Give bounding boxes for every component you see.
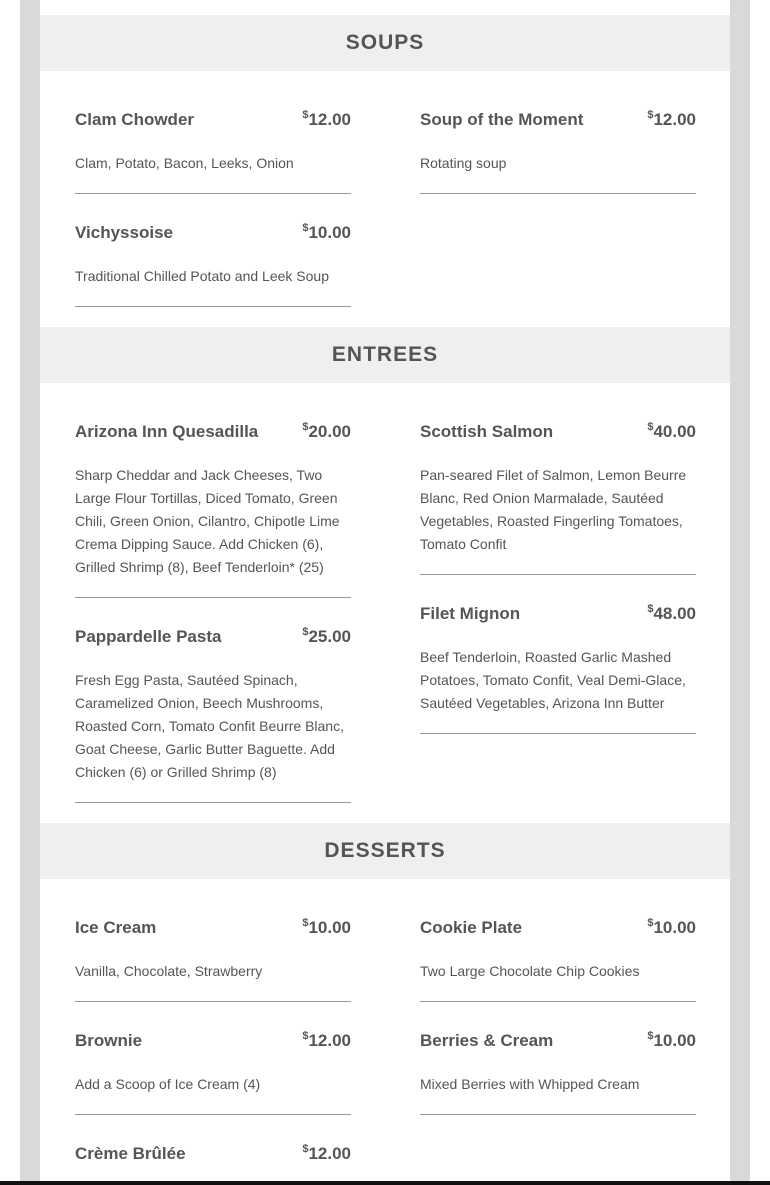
item-name: Crème Brûlée <box>75 1144 186 1163</box>
menu-panel <box>40 0 730 1185</box>
item-price: $25.00 <box>302 626 351 646</box>
item-description: Traditional Chilled Potato and Leek Soup <box>75 268 329 284</box>
item-name: Soup of the Moment <box>420 110 584 129</box>
item-description: Beef Tenderloin, Roasted Garlic Mashed Potatoes, Tomato Confit, Veal Demi-Glace, Sautéed Vegetables, Arizona Inn Butter <box>420 649 686 711</box>
item-description: Add a Scoop of Ice Cream (4) <box>75 1076 261 1092</box>
item-divider <box>75 802 351 803</box>
item-divider <box>420 193 696 194</box>
item-description: Vanilla, Chocolate, Strawberry <box>75 963 263 979</box>
item-divider <box>75 1001 351 1002</box>
item-name: Berries & Cream <box>420 1031 554 1050</box>
item-price: $12.00 <box>302 1143 351 1163</box>
item-name: Filet Mignon <box>420 604 521 623</box>
item-price: $48.00 <box>647 603 696 623</box>
item-description: Sharp Cheddar and Jack Cheeses, Two Large Flour Tortillas, Diced Tomato, Green Chili, Green Onion, Cilantro, Chipotle Lime Crema Dipping Sauce. Add Chicken (6), Grilled Shrimp (8), Beef Tenderloin* (25) <box>75 467 340 575</box>
item-divider <box>75 1114 351 1115</box>
item-description: Fresh Egg Pasta, Sautéed Spinach, Caramelized Onion, Beech Mushrooms, Roasted Corn, Tomato Confit Beurre Blanc, Goat Cheese, Garlic Butter Baguette. Add Chicken (6) or Grilled Shrimp (8) <box>75 672 344 780</box>
item-divider <box>420 733 696 734</box>
item-name: Ice Cream <box>75 918 157 937</box>
item-description: Rotating soup <box>420 155 507 171</box>
item-description: Two Large Chocolate Chip Cookies <box>420 963 640 979</box>
item-price: $40.00 <box>647 421 696 441</box>
section-header-soups: SOUPS <box>40 15 730 71</box>
item-name: Scottish Salmon <box>420 422 554 441</box>
section-header-desserts: DESSERTS <box>40 823 730 879</box>
item-price: $12.00 <box>302 109 351 129</box>
item-divider <box>420 574 696 575</box>
item-divider <box>75 193 351 194</box>
item-price: $20.00 <box>302 421 351 441</box>
item-name: Vichyssoise <box>75 223 173 242</box>
item-price: $10.00 <box>647 917 696 937</box>
section-header-entrees: ENTREES <box>40 327 730 383</box>
item-divider <box>420 1001 696 1002</box>
item-name: Arizona Inn Quesadilla <box>75 422 259 441</box>
item-price: $12.00 <box>302 1030 351 1050</box>
item-price: $10.00 <box>302 222 351 242</box>
item-name: Brownie <box>75 1031 143 1050</box>
item-description: Mixed Berries with Whipped Cream <box>420 1076 640 1092</box>
bottom-edge-line <box>0 1181 770 1185</box>
item-name: Pappardelle Pasta <box>75 627 222 646</box>
item-description: Pan-seared Filet of Salmon, Lemon Beurre Blanc, Red Onion Marmalade, Sautéed Vegetables, Roasted Fingerling Tomatoes, Tomato Confit <box>420 467 687 552</box>
item-price: $10.00 <box>647 1030 696 1050</box>
item-name: Clam Chowder <box>75 110 195 129</box>
item-price: $12.00 <box>647 109 696 129</box>
item-name: Cookie Plate <box>420 918 523 937</box>
item-price: $10.00 <box>302 917 351 937</box>
item-description: Clam, Potato, Bacon, Leeks, Onion <box>75 155 294 171</box>
item-divider <box>420 1114 696 1115</box>
item-divider <box>75 306 351 307</box>
item-divider <box>75 597 351 598</box>
